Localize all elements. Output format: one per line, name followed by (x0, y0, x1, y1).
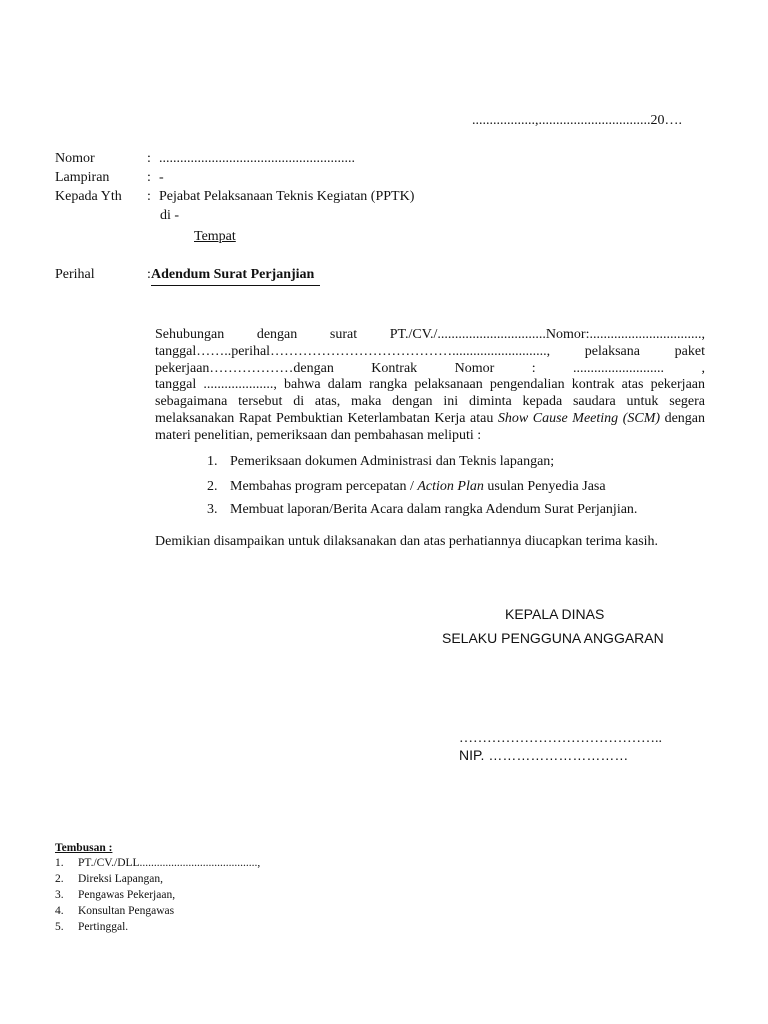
body-rest-text: tanggal ...................., bahwa dalam rangka pelaksanaan pengendalian kontrak atas pekerjaan sebagaimana tersebut di atas, maka dengan ini diminta kepada saudara untuk segera melaksanakan Rapat Pembuktian Keterlambatan Kerja atau (155, 377, 705, 426)
cc-item (55, 921, 260, 937)
cc-text: Direksi Lapangan, (78, 872, 163, 885)
list-text: usulan Penyedia Jasa (483, 479, 606, 494)
cc-number: 5. (55, 920, 64, 933)
lampiran-label: Lampiran (55, 170, 110, 185)
di-line: di - (160, 208, 180, 223)
kepada-label: Kepada Yth (55, 189, 122, 204)
body-rest-text-2: dengan materi penelitian, pemeriksaan dan pembahasan meliputi : (155, 410, 705, 443)
perihal-row (55, 267, 320, 286)
cc-number: 4. (55, 904, 64, 917)
date-line: ..................,................................20…. (472, 113, 682, 128)
list-item (207, 502, 637, 519)
body-rest (155, 377, 705, 444)
list-number: 1. (207, 454, 218, 469)
kepada-row (55, 189, 414, 208)
nomor-row (55, 151, 355, 170)
signature-title-2: SELAKU PENGGUNA ANGGARAN (442, 630, 664, 646)
cc-title: Tembusan : (55, 842, 113, 854)
body-paragraph (155, 327, 705, 445)
body-line-1: Sehubungan dengan surat PT./CV./...............................Nomor:................................, (155, 327, 705, 342)
body-rest-italic: Show Cause Meeting (SCM) (497, 410, 661, 426)
list-text: Pemeriksaan dokumen Administrasi dan Teknis lapangan; (230, 454, 555, 469)
body-line-2: tanggal……..perihal…………………………………..........................., pelaksana paket (155, 343, 705, 359)
list-number: 2. (207, 479, 218, 494)
cc-number: 1. (55, 856, 64, 869)
cc-item (55, 873, 260, 889)
tempat-line: Tempat (194, 229, 236, 244)
cc-text: PT./CV./DLL........................................., (78, 856, 261, 869)
signature-name-line: …………………………………….. (459, 731, 662, 746)
list-text-italic: Action Plan (417, 479, 484, 494)
cc-item (55, 905, 260, 921)
cc-section (55, 842, 260, 937)
colon: : (147, 170, 151, 185)
list-text: Membuat laporan/Berita Acara dalam rangka Adendum Surat Perjanjian. (230, 502, 638, 517)
perihal-value: Adendum Surat Perjanjian (151, 267, 320, 286)
list-item (207, 479, 606, 496)
closing-paragraph (155, 534, 705, 551)
lampiran-value: - (159, 170, 164, 185)
nomor-label: Nomor (55, 151, 95, 166)
list-number: 3. (207, 502, 218, 517)
cc-text: Pertinggal. (78, 920, 129, 933)
cc-text: Pengawas Pekerjaan, (78, 888, 176, 901)
signature-nip: NIP. ………………………… (459, 747, 629, 763)
cc-item (55, 857, 260, 873)
signature-title-1: KEPALA DINAS (505, 606, 605, 622)
cc-number: 3. (55, 888, 64, 901)
list-item (207, 454, 554, 471)
closing-text: Demikian disampaikan untuk dilaksanakan dan atas perhatiannya diucapkan terima kasih. (155, 534, 659, 549)
cc-item (55, 889, 260, 905)
cc-text: Konsultan Pengawas (78, 904, 175, 917)
body-line-3: pekerjaan………………dengan Kontrak Nomor : .......................... , (155, 360, 705, 376)
lampiran-row (55, 170, 164, 189)
colon: : (147, 189, 151, 204)
kepada-value: Pejabat Pelaksanaan Teknis Kegiatan (PPTK) (159, 189, 415, 204)
nomor-value: ........................................................ (159, 151, 355, 166)
perihal-label: Perihal (55, 267, 95, 282)
cc-number: 2. (55, 872, 64, 885)
colon: : (147, 151, 151, 166)
list-text: Membahas program percepatan / (230, 479, 418, 494)
colon: : (147, 267, 151, 282)
